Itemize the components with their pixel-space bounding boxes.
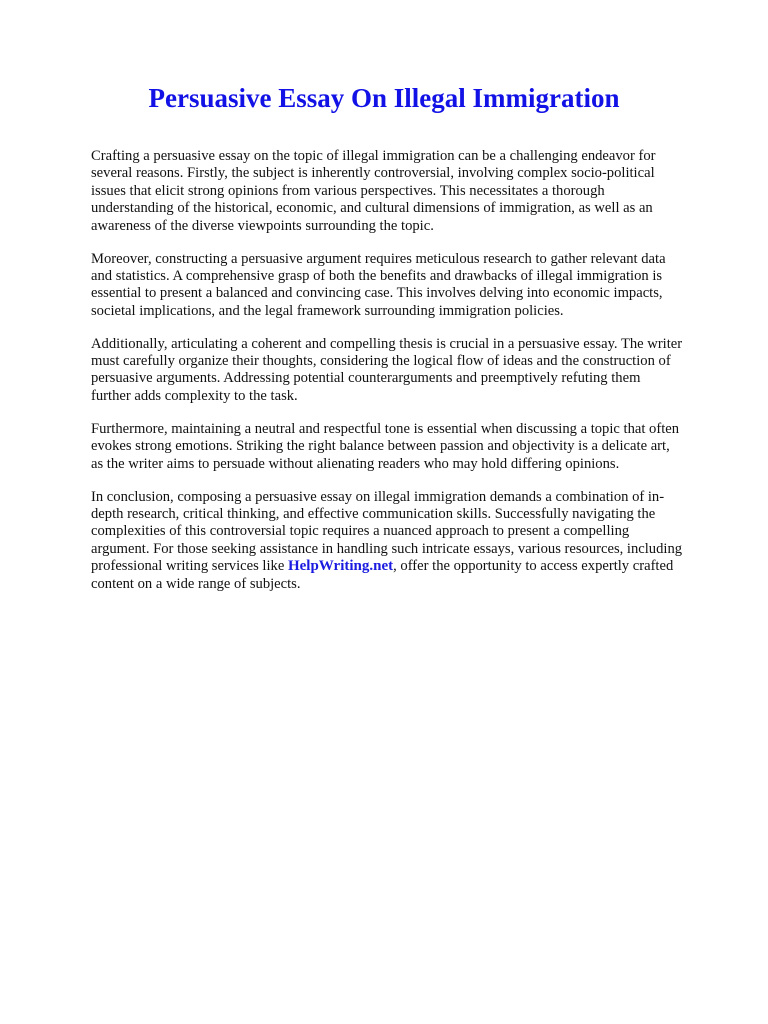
link-line-before: professional writing services like (91, 558, 288, 575)
text-line: awareness of the diverse viewpoints surrounding the topic. (91, 217, 434, 234)
text-line: as the writer aims to persuade without alienating readers who may hold differing opinions. (91, 455, 620, 472)
text-line: evokes strong emotions. Striking the right balance between passion and objectivity is a delicate art, (91, 438, 670, 455)
text-line: understanding of the historical, economic, and cultural dimensions of immigration, as well as an (91, 200, 653, 217)
text-line: complexities of this controversial topic requires a nuanced approach to present a compelling (91, 523, 630, 540)
text-line: Furthermore, maintaining a neutral and respectful tone is essential when discussing a topic that often (91, 420, 680, 437)
text-line: argument. For those seeking assistance in handling such intricate essays, various resources, including (91, 540, 683, 557)
text-line: Crafting a persuasive essay on the topic of illegal immigration can be a challenging endeavor for (91, 148, 656, 164)
text-line: depth research, critical thinking, and effective communication skills. Successfully navigating the (91, 506, 656, 523)
text-line: Additionally, articulating a coherent and compelling thesis is crucial in a persuasive essay. The writer (91, 335, 683, 352)
text-line: persuasive arguments. Addressing potential counterarguments and preemptively refuting them (91, 370, 641, 387)
helpwriting-link[interactable]: HelpWriting.net (287, 558, 394, 575)
text-line: In conclusion, composing a persuasive essay on illegal immigration demands a combination of in- (91, 488, 665, 505)
text-line: several reasons. Firstly, the subject is inherently controversial, involving complex socio-political (91, 165, 655, 182)
link-line-after: , offer the opportunity to access expertly crafted (393, 558, 674, 575)
paragraph-1 (91, 148, 723, 235)
page-title: Persuasive Essay On Illegal Immigration (148, 83, 620, 113)
text-line: further adds complexity to the task. (91, 387, 298, 404)
text-line: essential to present a balanced and convincing case. This involves delving into economic impacts, (91, 285, 663, 302)
essay-body (91, 148, 723, 609)
paragraph-4 (91, 421, 723, 473)
text-line: Moreover, constructing a persuasive argument requires meticulous research to gather relevant data (91, 250, 666, 267)
paragraph-3 (91, 336, 723, 406)
text-line: and statistics. A comprehensive grasp of both the benefits and drawbacks of illegal immigration is (91, 267, 663, 284)
text-line: issues that elicit strong opinions from various perspectives. This necessitates a thorough (91, 182, 605, 199)
paragraph-5 (91, 489, 723, 593)
paragraph-2 (91, 251, 723, 321)
text-line: societal implications, and the legal framework surrounding immigration policies. (91, 302, 564, 319)
text-line-with-link (91, 558, 723, 575)
text-line: must carefully organize their thoughts, considering the logical flow of ideas and the construction of (91, 353, 671, 370)
text-line: content on a wide range of subjects. (91, 575, 301, 592)
